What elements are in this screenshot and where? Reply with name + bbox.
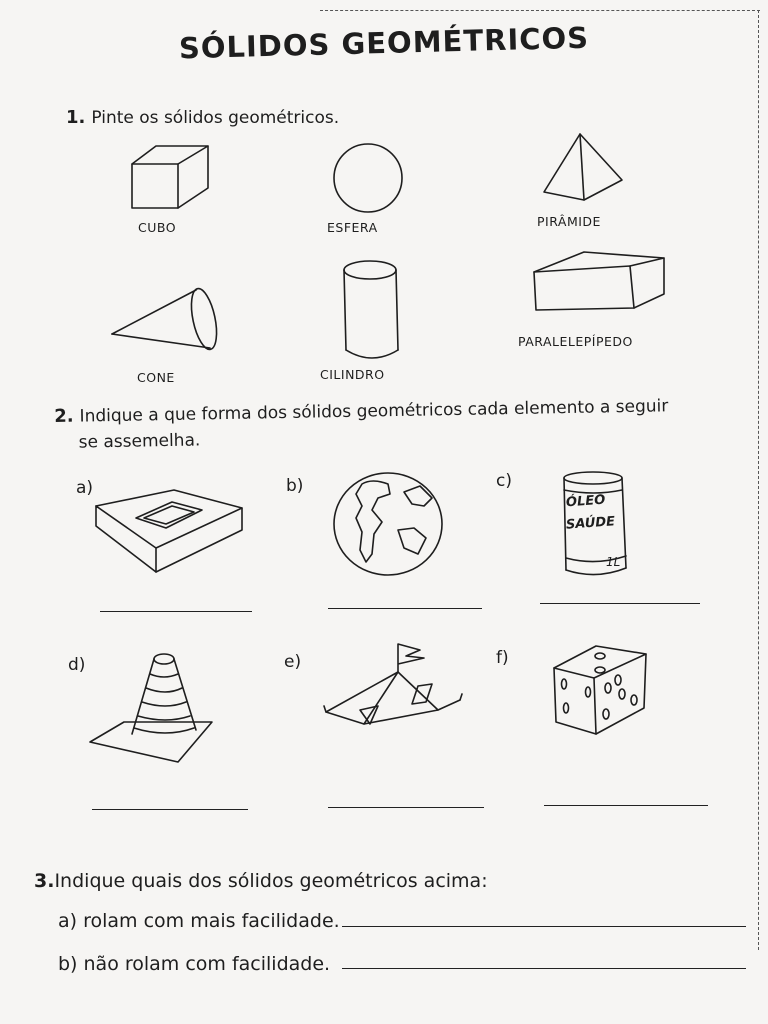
traffic-cone-icon (88, 650, 218, 770)
caption-cubo: CUBO (138, 220, 177, 235)
answer-line-c[interactable] (540, 603, 700, 604)
answer-line-e[interactable] (328, 807, 484, 808)
sphere-icon (330, 142, 410, 222)
question-2-text-line2: se assemelha. (78, 430, 201, 453)
item-b-label: b) (286, 476, 304, 496)
answer-line-f[interactable] (544, 805, 708, 806)
cube-icon (130, 142, 220, 212)
question-3 (34, 870, 488, 892)
globe-icon (332, 470, 446, 580)
dashed-border-top (320, 10, 760, 11)
caption-piramide: PIRÂMIDE (537, 214, 601, 229)
question-3-text: Indique quais dos sólidos geométricos acima: (54, 870, 488, 892)
answer-line-3b[interactable] (342, 968, 746, 969)
question-3b: b) não rolam com facilidade. (58, 953, 331, 975)
cylinder-icon (340, 258, 410, 363)
item-e-label: e) (284, 652, 302, 672)
brick-icon (92, 488, 252, 580)
dashed-border-right (758, 10, 759, 950)
question-1-number: 1. (66, 107, 86, 128)
question-1 (66, 107, 339, 128)
question-1-text: Pinte os sólidos geométricos. (91, 108, 340, 128)
answer-line-b[interactable] (328, 608, 482, 609)
question-2 (54, 392, 745, 456)
page-title: SÓLIDOS GEOMÉTRICOS (178, 20, 590, 66)
answer-line-3a[interactable] (342, 926, 746, 927)
caption-esfera: ESFERA (327, 220, 378, 235)
question-2-number: 2. (54, 405, 74, 427)
caption-paralelepipedo: PARALELEPÍPEDO (518, 334, 633, 349)
question-3a: a) rolam com mais facilidade. (58, 910, 340, 932)
can-text-1l: 1L (606, 555, 621, 569)
caption-cone: CONE (137, 370, 175, 385)
parallelepiped-icon (530, 250, 670, 315)
tent-icon (320, 642, 470, 737)
question-2-text-line1: Indique a que forma dos sólidos geométricos cada elemento a seguir (79, 396, 669, 427)
can-text-oleo: ÓLEO (565, 492, 606, 511)
item-d-label: d) (68, 655, 86, 675)
cone-icon (110, 282, 225, 357)
item-c-label: c) (496, 471, 512, 491)
item-a-label: a) (76, 478, 94, 498)
question-3-number: 3. (34, 870, 55, 892)
dice-icon (550, 638, 650, 738)
item-f-label: f) (496, 648, 509, 668)
can-text-saude: SAÚDE (565, 514, 616, 533)
answer-line-a[interactable] (100, 611, 252, 612)
answer-line-d[interactable] (92, 809, 248, 810)
caption-cilindro: CILINDRO (320, 367, 385, 382)
pyramid-icon (540, 130, 630, 205)
